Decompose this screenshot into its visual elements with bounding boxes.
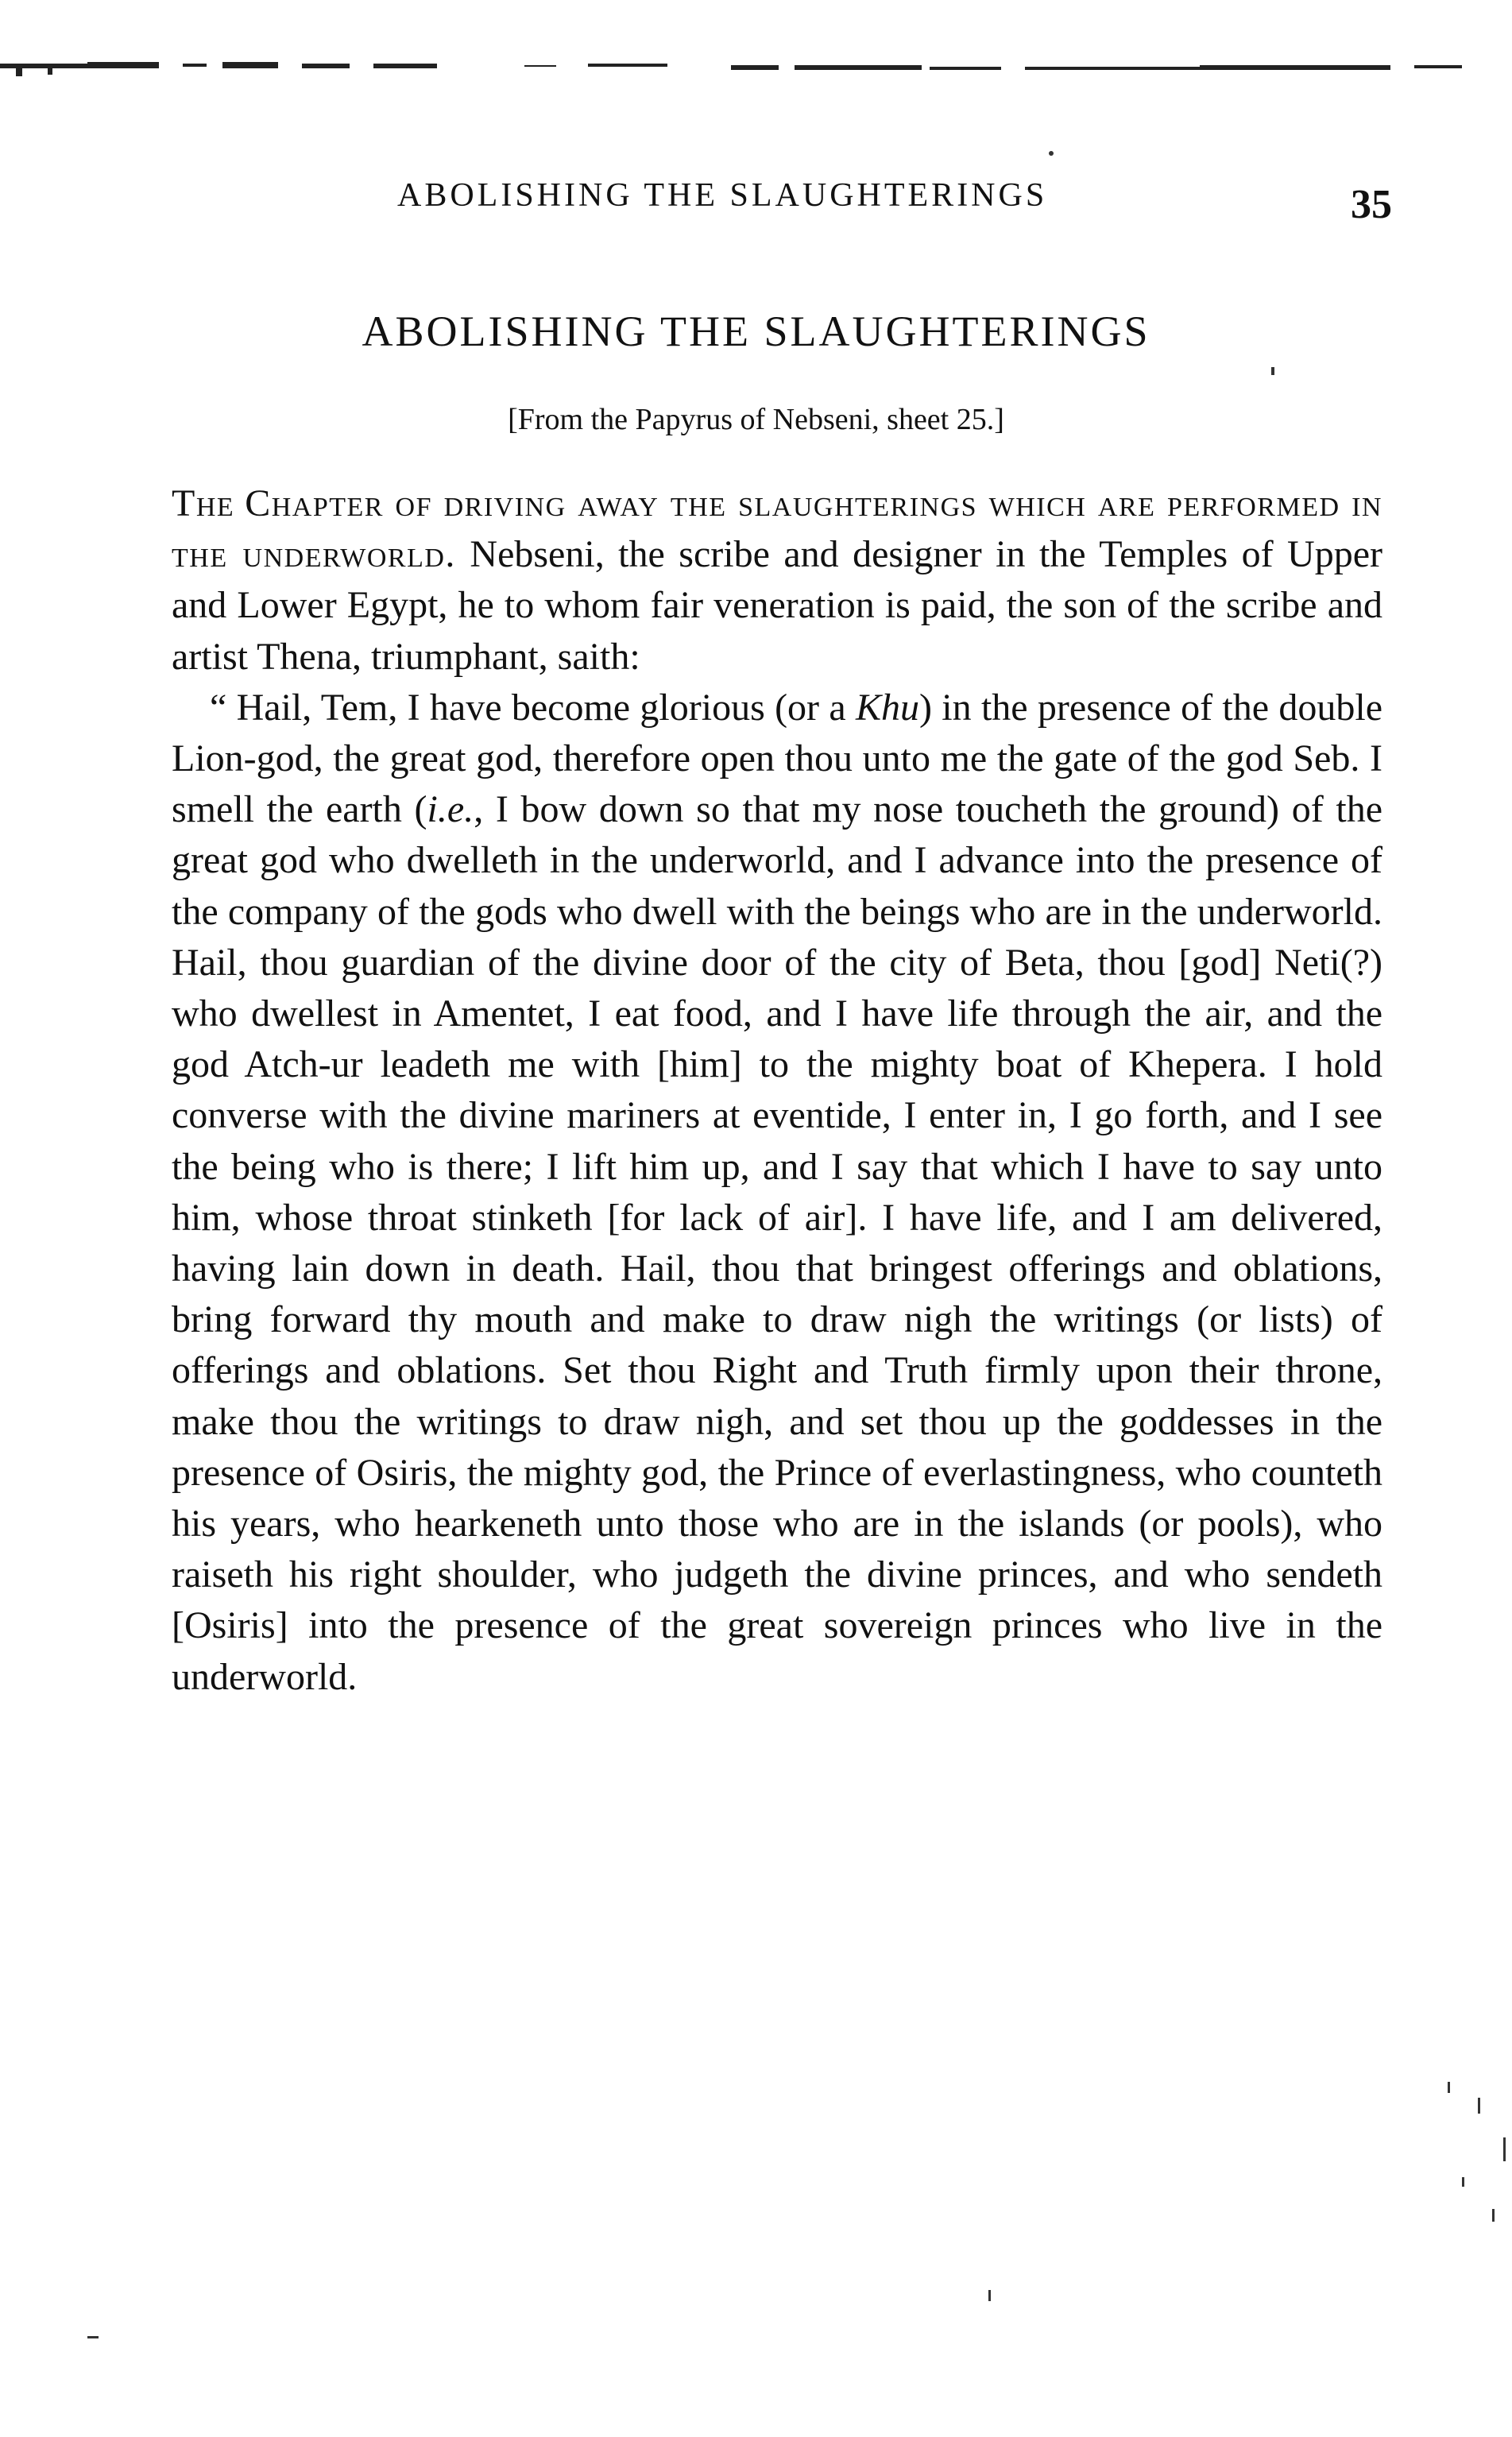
scan-speck bbox=[1448, 2082, 1450, 2093]
scan-speck bbox=[1049, 151, 1054, 156]
running-title: ABOLISHING THE SLAUGHTERINGS bbox=[397, 177, 1048, 214]
chapter-body bbox=[172, 478, 1382, 1703]
intro-first-word: The bbox=[172, 482, 235, 524]
scan-speck bbox=[87, 2336, 99, 2338]
scan-noise-strip bbox=[0, 57, 1512, 79]
speech-part-2: ) in the presence of the double Lion-god, the great god, therefore open thou unto me the gate of the god Seb. I smell the earth ( bbox=[172, 686, 1383, 831]
scan-speck bbox=[1462, 2177, 1464, 2187]
intro-rubric: Chapter of driving away the slaughterings which are performed in the underworld. bbox=[172, 482, 1382, 576]
speech-ie: i.e. bbox=[427, 788, 474, 831]
chapter-title: ABOLISHING THE SLAUGHTERINGS bbox=[362, 308, 1150, 355]
speech-part-1: “ Hail, Tem, I have become glorious (or a bbox=[210, 686, 856, 729]
intro-paragraph bbox=[172, 478, 1382, 683]
scan-speck bbox=[1271, 367, 1274, 375]
speech-part-3: , I bow down so that my nose toucheth the ground) of the great god who dwelleth in the underworld, and I advance into the presence of the company of the gods who dwell with the beings who are in the underworld. Hail, thou guardian of the divine door of the city of Beta, thou [god] Neti(?) who dwellest in Amentet, I eat food, and I have life through the air, and the god Atch-ur leadeth me with [him] to the mighty boat of Khepera. I hold converse with the divine mariners at eventide, I enter in, I go forth, and I see the being who is there; I lift him up, and I say that which I have to say unto him, whose throat stinketh [for lack of air]. I have life, and I am delivered, having lain down in death. Hail, thou that bringest offerings and oblations, bring forward thy mouth and make to draw nigh the writings (or lists) of offerings and oblations. Set thou Right and Truth firmly upon their throne, make thou the writings to draw nigh, and set thou up the goddesses in the presence of Osiris, the mighty god, the Prince of everlastingness, who counteth his years, who hearkeneth unto those who are in the islands (or pools), who raiseth his right shoulder, who judgeth the divine princes, and who sendeth [Osiris] into the presence of the great sovereign princes who live in the underworld. bbox=[172, 788, 1382, 1698]
intro-rest: Nebseni, the scribe and designer in the Temples of Upper and Lower Egypt, he to whom fair veneration is paid, the son of the scribe and artist Thena, triumphant, saith: bbox=[172, 533, 1383, 678]
page-number: 35 bbox=[1351, 182, 1392, 227]
speech-paragraph bbox=[172, 683, 1382, 1703]
scan-speck bbox=[1492, 2209, 1495, 2222]
scan-speck bbox=[1503, 2137, 1506, 2161]
speech-khu: Khu bbox=[855, 686, 919, 729]
scan-speck bbox=[988, 2290, 991, 2301]
scan-speck bbox=[1478, 2098, 1480, 2114]
chapter-source: [From the Papyrus of Nebseni, sheet 25.] bbox=[508, 403, 1004, 436]
